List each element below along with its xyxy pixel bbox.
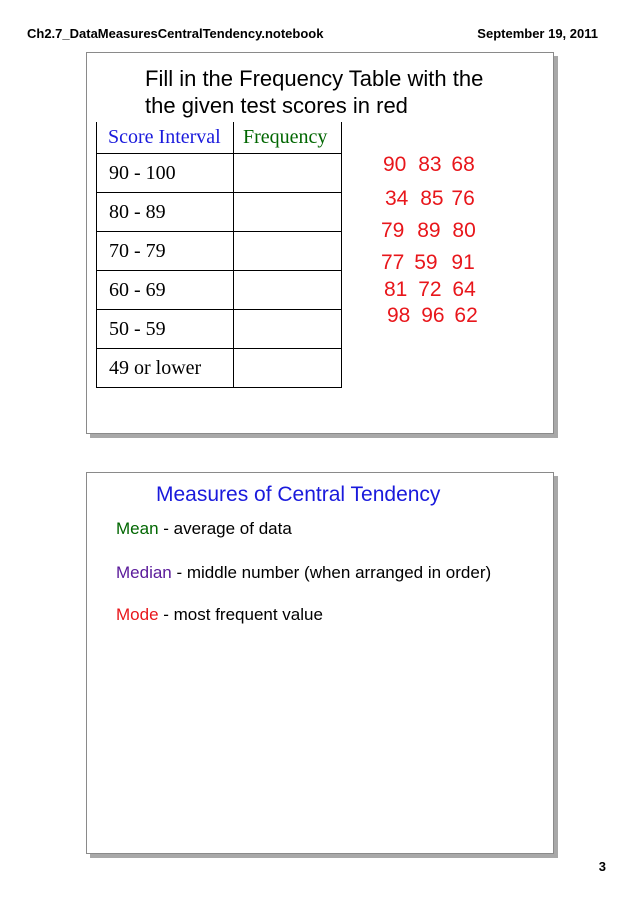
score-value: 83 [418, 153, 442, 176]
frequency-cell[interactable] [234, 232, 342, 271]
score-value: 80 [452, 219, 476, 242]
score-row [384, 278, 476, 302]
table-header-row [97, 122, 342, 154]
interval-cell: 50 - 59 [97, 310, 234, 349]
score-value: 62 [454, 304, 478, 327]
slide-title: Measures of Central Tendency [156, 483, 441, 506]
frequency-table [96, 122, 342, 388]
score-row [387, 304, 478, 328]
term-definition: - most frequent value [158, 605, 323, 624]
frequency-cell[interactable] [234, 193, 342, 232]
interval-cell: 80 - 89 [97, 193, 234, 232]
definition-mode [116, 605, 323, 625]
table-row [97, 154, 342, 193]
score-value: 96 [421, 304, 445, 327]
term-label: Mean [116, 519, 159, 538]
score-row [381, 219, 476, 243]
interval-cell: 70 - 79 [97, 232, 234, 271]
term-definition: - middle number (when arranged in order) [171, 563, 492, 582]
score-value: 59 [414, 251, 438, 274]
score-value: 98 [387, 304, 411, 327]
interval-cell: 49 or lower [97, 349, 234, 388]
interval-cell: 60 - 69 [97, 271, 234, 310]
frequency-cell[interactable] [234, 349, 342, 388]
table-row [97, 271, 342, 310]
score-value: 90 [383, 153, 407, 176]
term-label: Median [116, 563, 172, 582]
score-value: 76 [451, 187, 475, 210]
title-line-2: the given test scores in red [145, 93, 408, 118]
score-value: 85 [420, 187, 444, 210]
score-value: 89 [417, 219, 441, 242]
notebook-filename: Ch2.7_DataMeasuresCentralTendency.notebook [27, 26, 324, 41]
frequency-cell[interactable] [234, 271, 342, 310]
table-row [97, 232, 342, 271]
interval-cell: 90 - 100 [97, 154, 234, 193]
score-value: 68 [451, 153, 475, 176]
header-score-interval: Score Interval [97, 122, 234, 154]
score-value: 91 [451, 251, 475, 274]
score-row [383, 153, 475, 177]
notebook-date: September 19, 2011 [477, 26, 598, 41]
header-frequency: Frequency [234, 122, 342, 154]
term-label: Mode [116, 605, 159, 624]
table-row [97, 193, 342, 232]
title-line-1: Fill in the Frequency Table with the [145, 66, 484, 91]
frequency-cell[interactable] [234, 310, 342, 349]
definition-mean [116, 519, 292, 539]
table-row [97, 310, 342, 349]
score-row [385, 187, 475, 211]
definition-median [116, 563, 491, 583]
table-row [97, 349, 342, 388]
frequency-cell[interactable] [234, 154, 342, 193]
score-value: 81 [384, 278, 408, 301]
slide-frequency-table [86, 52, 554, 434]
score-value: 34 [385, 187, 409, 210]
page-number: 3 [598, 859, 606, 874]
slide-central-tendency [86, 472, 554, 854]
score-value: 64 [452, 278, 476, 301]
term-definition: - average of data [158, 519, 292, 538]
slide-title [145, 65, 525, 119]
score-value: 79 [381, 219, 405, 242]
score-value: 77 [381, 251, 405, 274]
score-row [381, 251, 475, 275]
score-value: 72 [418, 278, 442, 301]
